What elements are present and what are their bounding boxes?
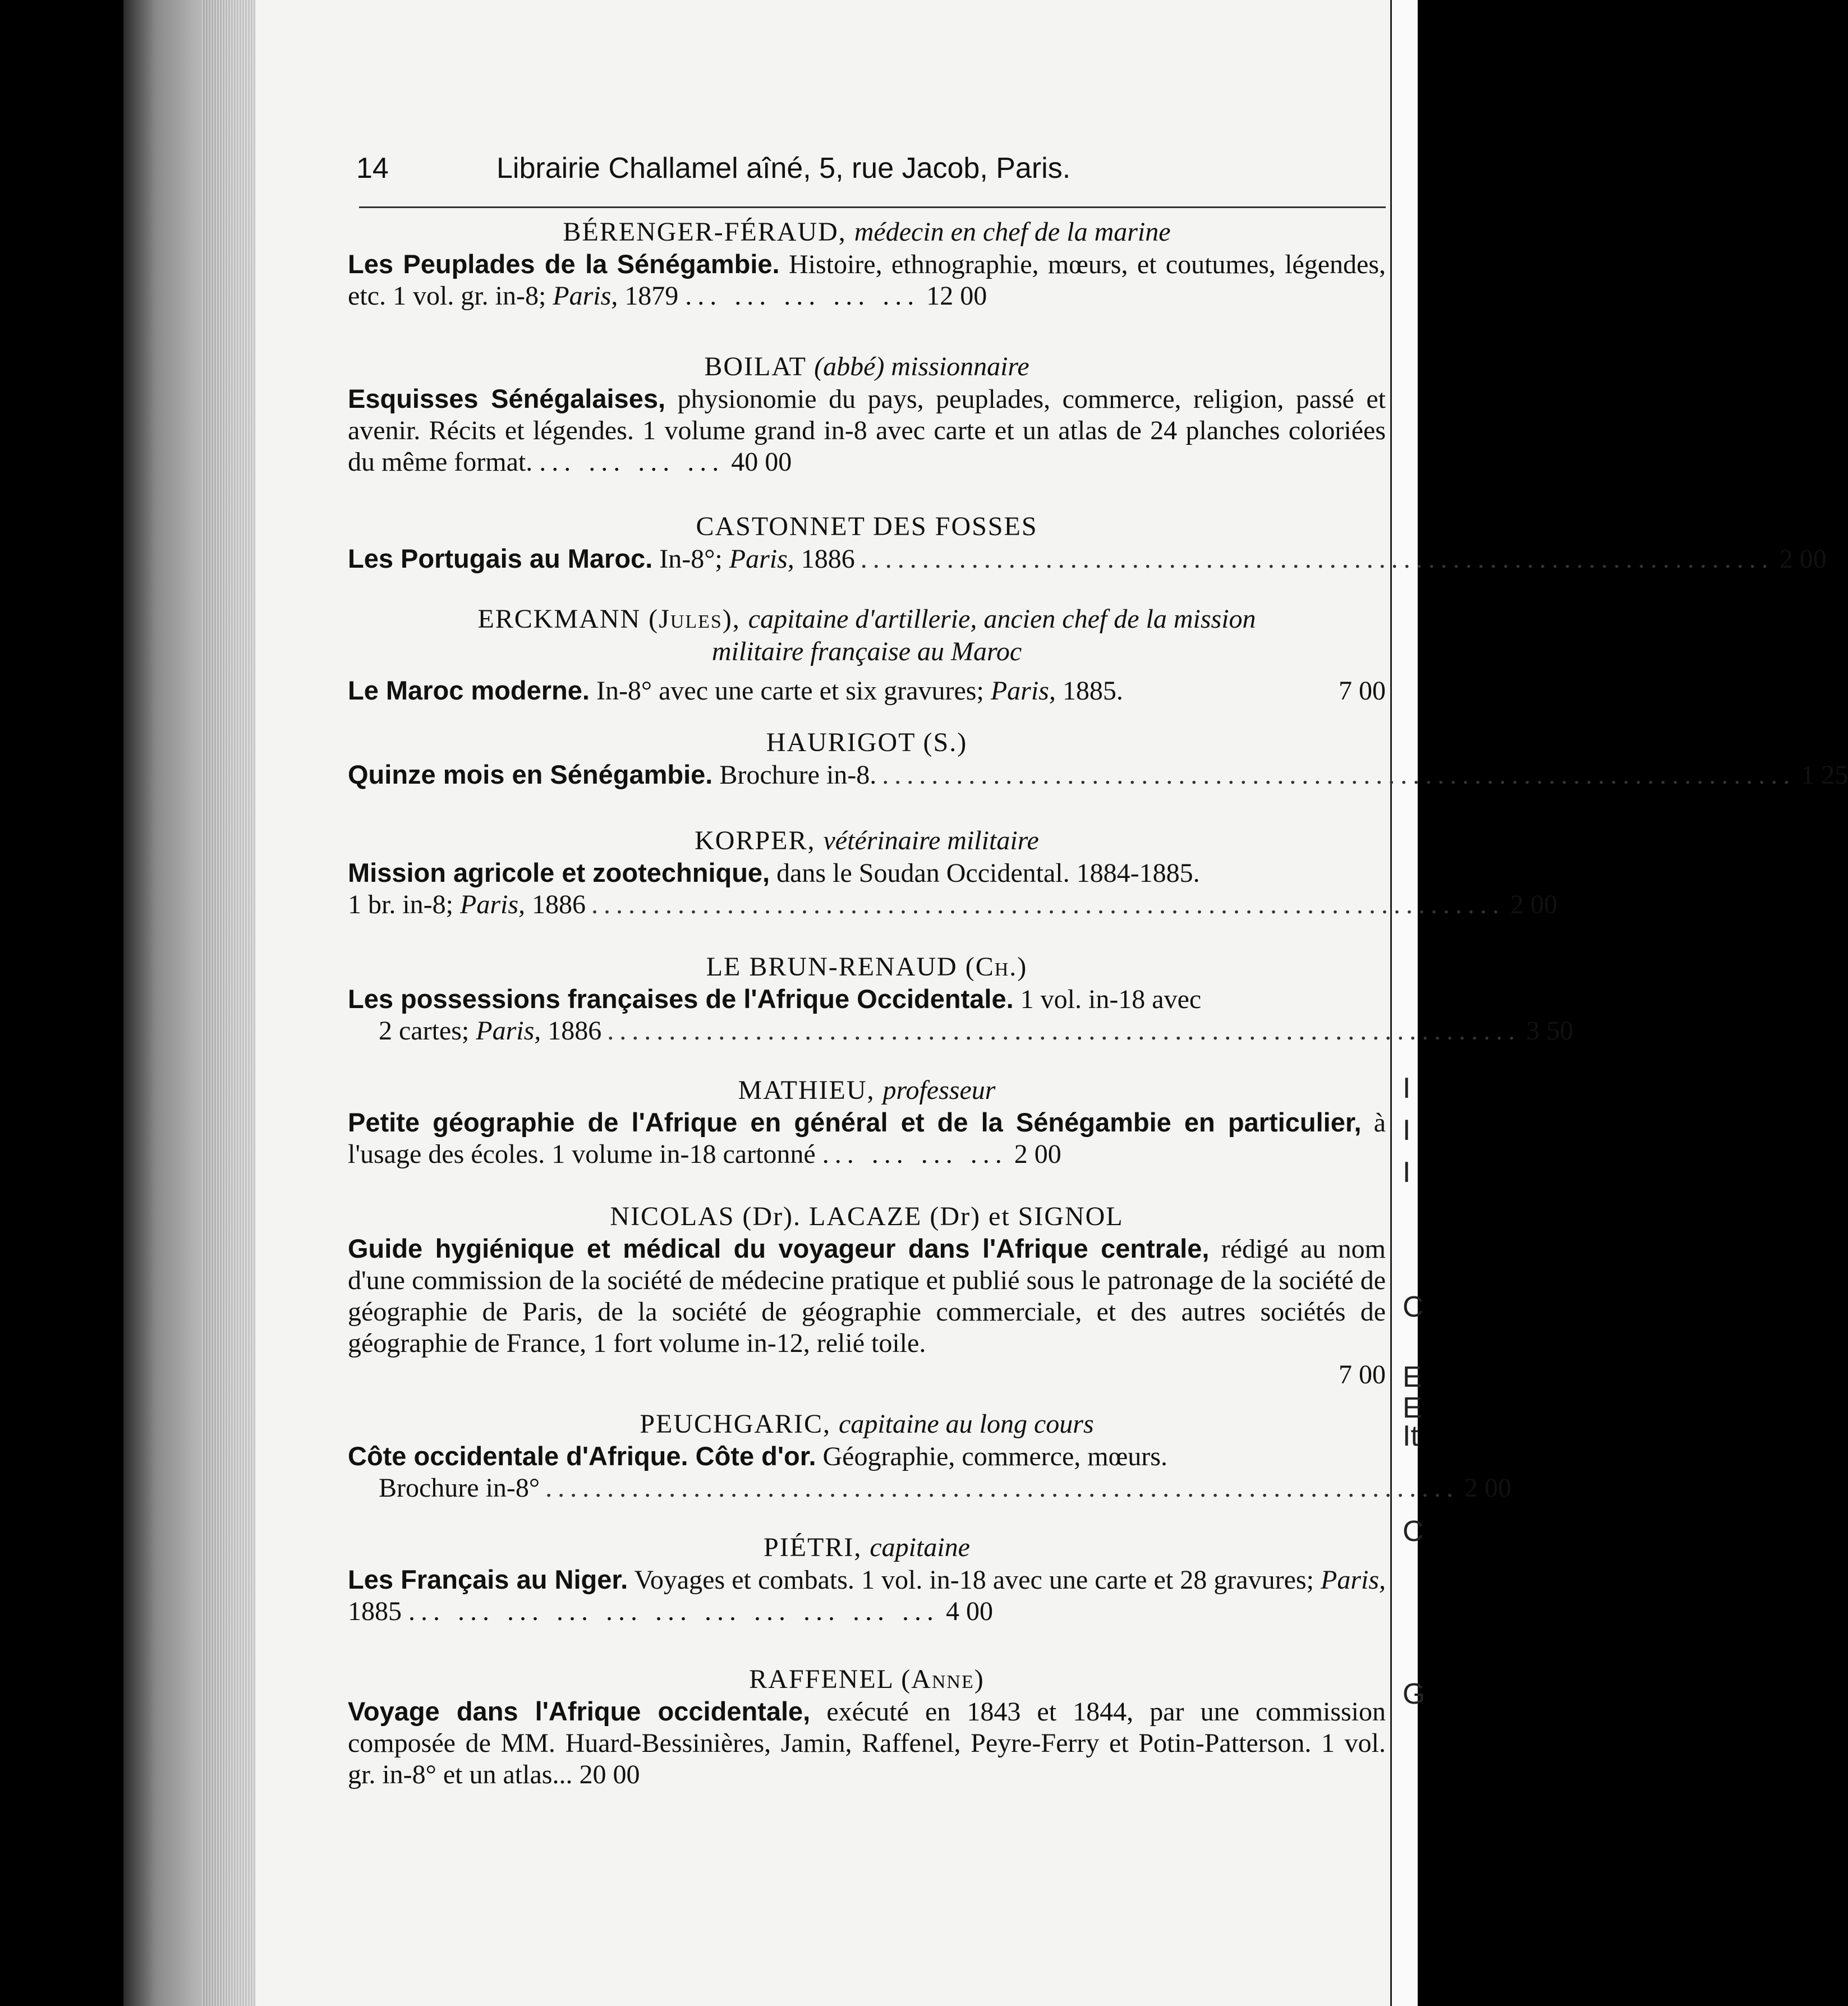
book-title: Guide hygiénique et médical du voyageur dans l'Afrique centrale,	[348, 1234, 1210, 1263]
book-details: Géographie, commerce, mœurs.	[822, 1442, 1167, 1471]
page-number: 14	[356, 152, 389, 185]
author-name: CASTONNET DES FOSSES	[696, 512, 1038, 541]
book-title: Côte occidentale d'Afrique. Côte d'or.	[348, 1441, 816, 1471]
edge-letter: I	[1403, 1072, 1411, 1105]
book-details: dans le Soudan Occidental. 1884-1885.	[776, 858, 1200, 888]
author-role-continued: militaire française au Maroc	[711, 637, 1022, 666]
author-line	[348, 603, 1386, 636]
book-description	[348, 675, 1386, 707]
book-place: Paris,	[990, 676, 1056, 706]
book-price: 2 00	[1510, 890, 1558, 919]
book-price: 3 50	[1526, 1016, 1574, 1046]
author-line	[348, 1531, 1386, 1564]
book-description	[348, 1233, 1386, 1391]
edge-letter: E	[1403, 1392, 1422, 1424]
book-price: 7 00	[1339, 676, 1386, 706]
book-price: 40 00	[731, 447, 792, 477]
author-role: médecin en chef de la marine	[854, 217, 1171, 247]
book-description: Les Français au Niger. Voyages et combats. 1 vol. in-18 avec une carte et 28 gravures; Paris, 1885 ... ... ... ... ... ... ... ... ... ... ... 4 00	[348, 1565, 1386, 1626]
author-role: capitaine au long cours	[839, 1409, 1094, 1439]
running-header	[356, 151, 1383, 196]
author-name: RAFFENEL (Anne)	[749, 1664, 985, 1694]
edge-letter: C	[1403, 1515, 1424, 1548]
edge-letter: I	[1403, 1156, 1411, 1189]
book-details-2: Brochure in-8°	[379, 1473, 540, 1503]
book-description-continued: 1 br. in-8; Paris, 1886 .......................................................................... 2 00	[348, 890, 1558, 919]
book-title: Les possessions françaises de l'Afrique Occidentale.	[348, 984, 1014, 1014]
author-line	[348, 1200, 1386, 1233]
edge-letter: C	[1403, 1291, 1424, 1323]
book-description: Esquisses Sénégalaises, physionomie du pays, peuplades, commerce, religion, passé et avenir. Récits et légendes. 1 volume grand in-8 avec carte et un atlas de 24 planches coloriées du même format. ... ... ... ... 40 00	[348, 384, 1386, 477]
book-place: Paris,	[476, 1016, 541, 1046]
author-role: professeur	[882, 1075, 996, 1105]
catalog-entry	[348, 951, 1574, 1047]
book-year: 1885.	[1062, 676, 1123, 706]
book-details: exécuté en 1843 et 1844, par une commission composée de MM. Huard-Bessinières, Jamin, Raffenel, Peyre-Ferry et Potin-Patterson. 1 vol. gr. in-8° et un atlas...	[348, 1697, 1386, 1789]
book-place: Paris,	[729, 544, 794, 574]
book-price: 20 00	[579, 1760, 640, 1789]
book-description	[348, 857, 1386, 889]
catalog-entry	[348, 1531, 1386, 1627]
edge-letter: It	[1403, 1420, 1419, 1452]
author-role: capitaine	[870, 1533, 970, 1562]
book-title: Voyage dans l'Afrique occidentale,	[348, 1696, 811, 1726]
book-title: Le Maroc moderne.	[348, 675, 590, 705]
author-name: PIÉTRI,	[764, 1533, 862, 1562]
book-place: Paris,	[1321, 1565, 1386, 1595]
book-details-2: 2 cartes;	[379, 1016, 470, 1046]
book-year: 1886	[801, 544, 855, 574]
book-details: à l'usage des écoles. 1 volume in-18 cartonné	[348, 1108, 1386, 1169]
author-line	[348, 951, 1386, 983]
book-description	[348, 1696, 1386, 1791]
book-title: Quinze mois en Sénégambie.	[348, 760, 713, 789]
book-price: 2 00	[1464, 1473, 1512, 1503]
catalog-entry	[348, 726, 1848, 791]
author-name: ERCKMANN (Jules),	[477, 604, 741, 634]
author-name: BÉRENGER-FÉRAUD,	[563, 217, 847, 247]
book-description-continued: Brochure in-8° .......................................................................... 2 00	[379, 1473, 1512, 1503]
catalog-entry	[348, 603, 1386, 707]
book-price: 2 00	[1014, 1139, 1061, 1169]
book-title: Esquisses Sénégalaises,	[348, 384, 666, 413]
book-title: Les Peuplades de la Sénégambie.	[348, 249, 780, 279]
author-name: NICOLAS (Dr). LACAZE (Dr) et SIGNOL	[610, 1202, 1124, 1231]
book-details: Voyages et combats. 1 vol. in-18 avec une carte et 28 gravures;	[634, 1565, 1314, 1595]
book-details: physionomie du pays, peuplades, commerce, religion, passé et avenir. Récits et légendes. 1 volume grand in-8 avec carte et un atlas de 24 planches coloriées du même format.	[348, 384, 1386, 477]
book-year: 1879	[624, 281, 679, 311]
book-details-2: 1 br. in-8;	[348, 890, 453, 919]
book-description	[348, 983, 1386, 1015]
book-details: Brochure in-8.	[719, 760, 877, 790]
book-description: Les Portugais au Maroc. In-8°; Paris, 1886 .......................................................................... 2 00	[348, 544, 1827, 574]
author-line	[348, 1663, 1386, 1696]
header-rule	[359, 206, 1386, 208]
edge-letter: G	[1403, 1678, 1426, 1710]
author-line	[348, 216, 1386, 249]
book-title: Les Portugais au Maroc.	[348, 544, 653, 573]
catalog-entry	[348, 1200, 1386, 1391]
page-edges	[202, 0, 255, 2006]
author-name: BOILAT	[704, 352, 807, 381]
book-price: 2 00	[1779, 544, 1827, 574]
book-year: 1885	[348, 1596, 402, 1626]
catalog-entry	[348, 825, 1558, 921]
author-line	[348, 351, 1386, 383]
book-place: Paris,	[460, 890, 526, 919]
author-role: (abbé) missionnaire	[814, 352, 1029, 381]
author-line	[348, 510, 1386, 543]
author-name: KORPER,	[695, 826, 816, 855]
author-line-2	[348, 636, 1386, 668]
book-details: In-8° avec une carte et six gravures;	[596, 676, 984, 706]
header-title: Librairie Challamel aîné, 5, rue Jacob, Paris.	[497, 152, 1071, 185]
author-line	[348, 1074, 1386, 1107]
author-line	[348, 1408, 1386, 1441]
book-details: 1 vol. in-18 avec	[1020, 984, 1202, 1014]
catalog-entry	[348, 216, 1386, 312]
book-price: 1 25	[1801, 760, 1848, 790]
author-line	[348, 726, 1386, 759]
book-title: Petite géographie de l'Afrique en général et de la Sénégambie en particulier,	[348, 1107, 1362, 1137]
book-title: Les Français au Niger.	[348, 1565, 628, 1594]
book-place: Paris,	[553, 281, 618, 311]
book-year: 1886	[532, 890, 586, 919]
book-description	[348, 1441, 1386, 1473]
book-price: 7 00	[1339, 1360, 1386, 1390]
author-name: LE BRUN-RENAUD (Ch.)	[706, 952, 1028, 982]
book-details: rédigé au nom d'une commission de la société de médecine pratique et publié sous le patronage de la société de géographie de Paris, de la société de géographie commerciale, et des autres sociétés de géographie de France, 1 fort volume in-12, relié toile.	[348, 1234, 1386, 1358]
author-name: HAURIGOT (S.)	[766, 728, 968, 757]
book-title: Mission agricole et zootechnique,	[348, 858, 770, 887]
book-description: Petite géographie de l'Afrique en général et de la Sénégambie en particulier, à l'usage des écoles. 1 volume in-18 cartonné ... ... ... ... 2 00	[348, 1107, 1386, 1169]
author-role: vétérinaire militaire	[823, 826, 1039, 855]
edge-letter: E	[1403, 1361, 1422, 1393]
author-name: PEUCHGARIC,	[640, 1409, 831, 1439]
author-name: MATHIEU,	[738, 1075, 875, 1105]
book-price: 4 00	[946, 1596, 993, 1626]
catalog-entry	[348, 351, 1386, 478]
author-line	[348, 825, 1386, 857]
book-year: 1886	[548, 1016, 602, 1046]
book-details: Histoire, ethnographie, mœurs, et coutumes, légendes, etc. 1 vol. gr. in-8;	[348, 250, 1386, 311]
catalog-entry	[348, 1074, 1386, 1170]
catalog-entry	[348, 510, 1827, 575]
book-details: In-8°;	[659, 544, 723, 574]
edge-letter: I	[1403, 1114, 1411, 1147]
catalog-entry	[348, 1408, 1512, 1504]
book-description: Les Peuplades de la Sénégambie. Histoire, ethnographie, mœurs, et coutumes, légendes, etc. 1 vol. gr. in-8; Paris, 1879 ... ... ... ... ... 12 00	[348, 249, 1386, 311]
catalog-entry	[348, 1663, 1386, 1791]
book-description-continued: 2 cartes; Paris, 1886 .......................................................................... 3 50	[379, 1016, 1574, 1046]
author-role: capitaine d'artillerie, ancien chef de la mission	[748, 604, 1256, 634]
book-price: 12 00	[926, 281, 987, 311]
book-description: Quinze mois en Sénégambie. Brochure in-8. .......................................................................... 1 25	[348, 760, 1848, 790]
